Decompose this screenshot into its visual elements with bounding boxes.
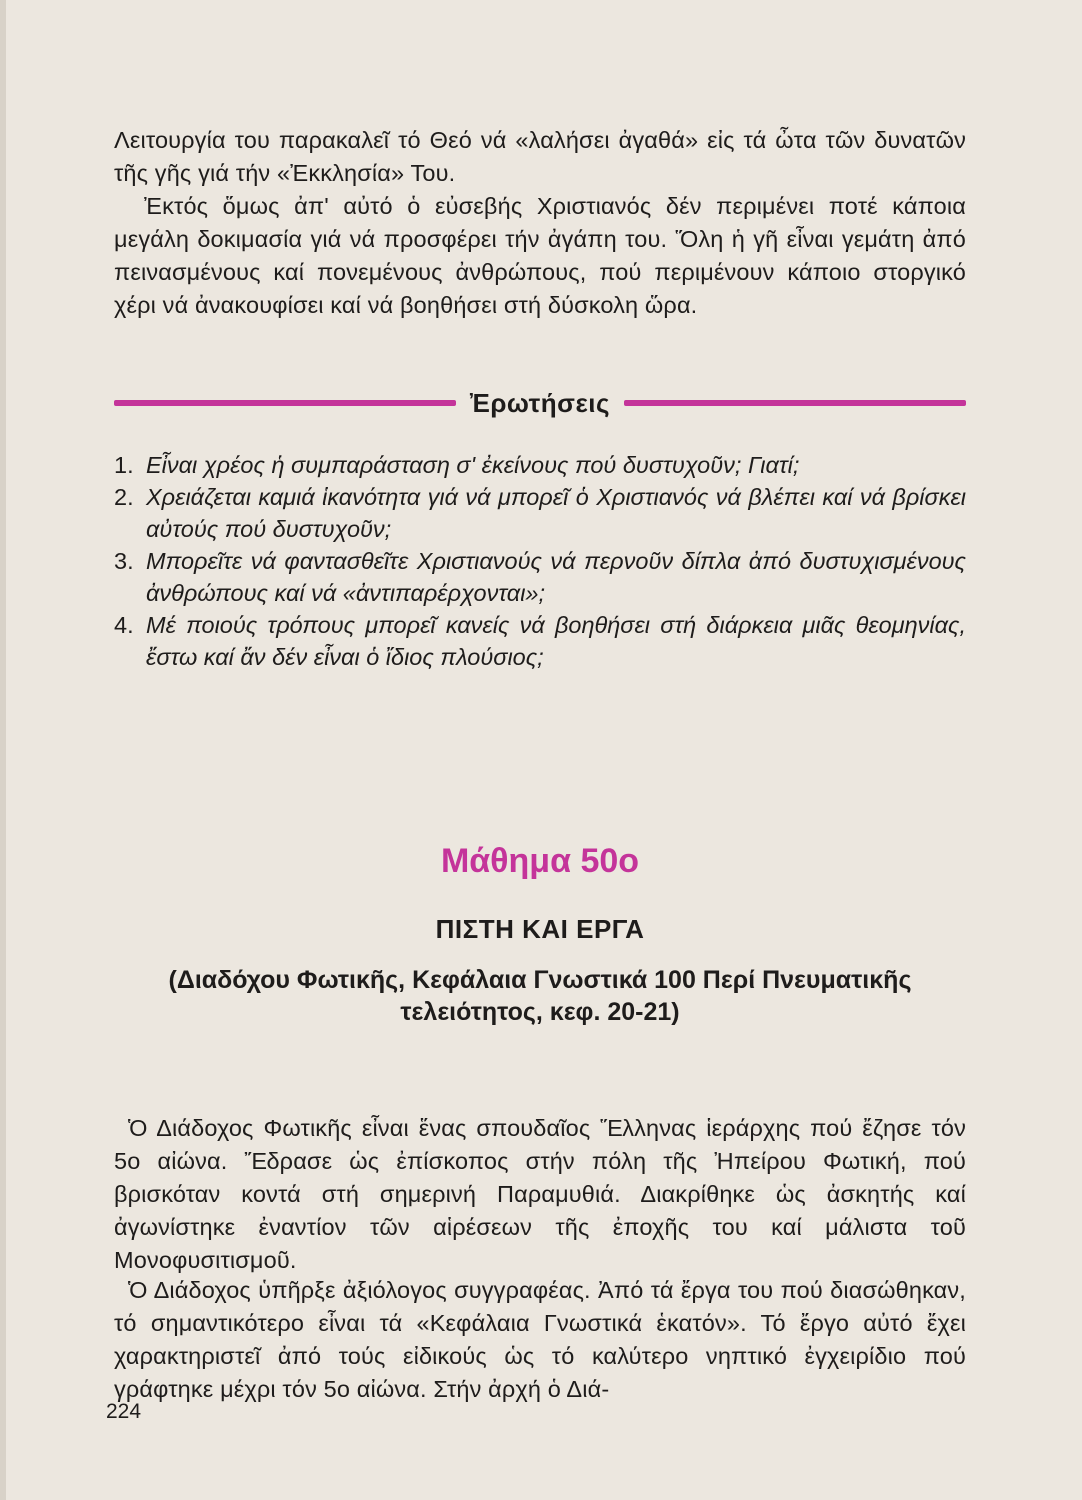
intro-paragraph-2: Ἐκτός ὅμως ἀπ' αὐτό ὁ εὐσεβής Χριστιανός δέν περιμένει ποτέ κάποια μεγάλη δοκιμασία γιά νά προσφέρει τήν ἀγάπη του. Ὅλη ἡ γῆ εἶναι γεμάτη ἀπό πεινασμένους καί πονεμένους ἀνθρώπους, πού περιμένουν κάποιο στοργικό χέρι νά ἀνακουφίσει καί νά βοηθήσει στή δύσκολη ὥρα. — [114, 192, 966, 318]
questions-list — [114, 449, 966, 673]
question-item — [114, 609, 966, 673]
page-number: 224 — [106, 1400, 142, 1423]
question-text: Μέ ποιούς τρόπους μπορεῖ κανείς νά βοηθήσει στή διάρκεια μιᾶς θεομηνίας, ἔστω καί ἄν δέν εἶναι ὁ ἴδιος πλούσιος; — [146, 612, 966, 670]
right-heading-rule — [624, 400, 966, 406]
question-item — [114, 449, 966, 481]
question-text: Εἶναι χρέος ἡ συμπαράσταση σ' ἐκείνους πού δυστυχοῦν; Γιατί; — [146, 452, 800, 478]
question-number: 2. — [114, 484, 134, 510]
questions-heading — [114, 383, 966, 423]
question-number: 4. — [114, 612, 134, 638]
questions-title: Ἐρωτήσεις — [469, 387, 611, 418]
lesson-subtitle — [106, 964, 974, 1028]
subtitle-line-2: τελειότητος, κεφ. 20-21) — [400, 998, 680, 1026]
question-item — [114, 481, 966, 545]
lesson-number: Μάθημα 50ο — [440, 842, 640, 880]
intro-paragraph-1: Λειτουργία του παρακαλεῖ τό Θεό νά «λαλήσει ἀγαθά» εἰς τά ὦτα τῶν δυνατῶν τῆς γῆς γιά τήν «Ἐκκλησία» Του. — [114, 126, 966, 186]
subtitle-line-1: (Διαδόχου Φωτικῆς, Κεφάλαια Γνωστικά 100 Περί Πνευματικῆς — [168, 966, 912, 994]
question-number: 3. — [114, 548, 134, 574]
question-item — [114, 545, 966, 609]
left-heading-rule — [114, 400, 456, 406]
question-number: 1. — [114, 452, 134, 478]
question-text: Χρειάζεται καμιά ἱκανότητα γιά νά μπορεῖ ὁ Χριστιανός νά βλέπει καί νά βρίσκει αὐτούς πού δυστυχοῦν; — [146, 484, 966, 542]
lesson-title: ΠΙΣΤΗ ΚΑΙ ΕΡΓΑ — [435, 914, 645, 944]
question-text: Μπορεῖτε νά φαντασθεῖτε Χριστιανούς νά περνοῦν δίπλα ἀπό δυστυχισμένους ἀνθρώπους καί νά «ἀντιπαρέρχονται»; — [146, 548, 966, 606]
lesson-paragraph-2: Ὁ Διάδοχος ὑπῆρξε ἀξιόλογος συγγραφέας. Ἀπό τά ἔργα του πού διασώθηκαν, τό σημαντικότερο εἶναι τά «Κεφάλαια Γνωστικά ἑκατόν». Τό ἔργο αὐτό ἔχει χαρακτηριστεῖ ἀπό τούς εἰδικούς ὡς τό καλύτερο νηπτικό ἐγχειρίδιο πού γράφτηκε μέχρι τόν 5ο αἰώνα. Στήν ἀρχή ὁ Διά- — [114, 1276, 966, 1402]
lesson-paragraph-1: Ὁ Διάδοχος Φωτικῆς εἶναι ἕνας σπουδαῖος Ἕλληνας ἱεράρχης πού ἔζησε τόν 5ο αἰώνα. Ἔδρασε ὡς ἐπίσκοπος στήν πόλη τῆς Ἠπείρου Φωτική, πού βρισκόταν κοντά στή σημερινή Παραμυθιά. Διακρίθηκε ὡς ἀσκητής καί ἀγωνίστηκε ἐναντίον τῶν αἱρέσεων τῆς ἐποχῆς του καί μάλιστα τοῦ Μονοφυσιτισμοῦ. — [114, 1114, 966, 1273]
